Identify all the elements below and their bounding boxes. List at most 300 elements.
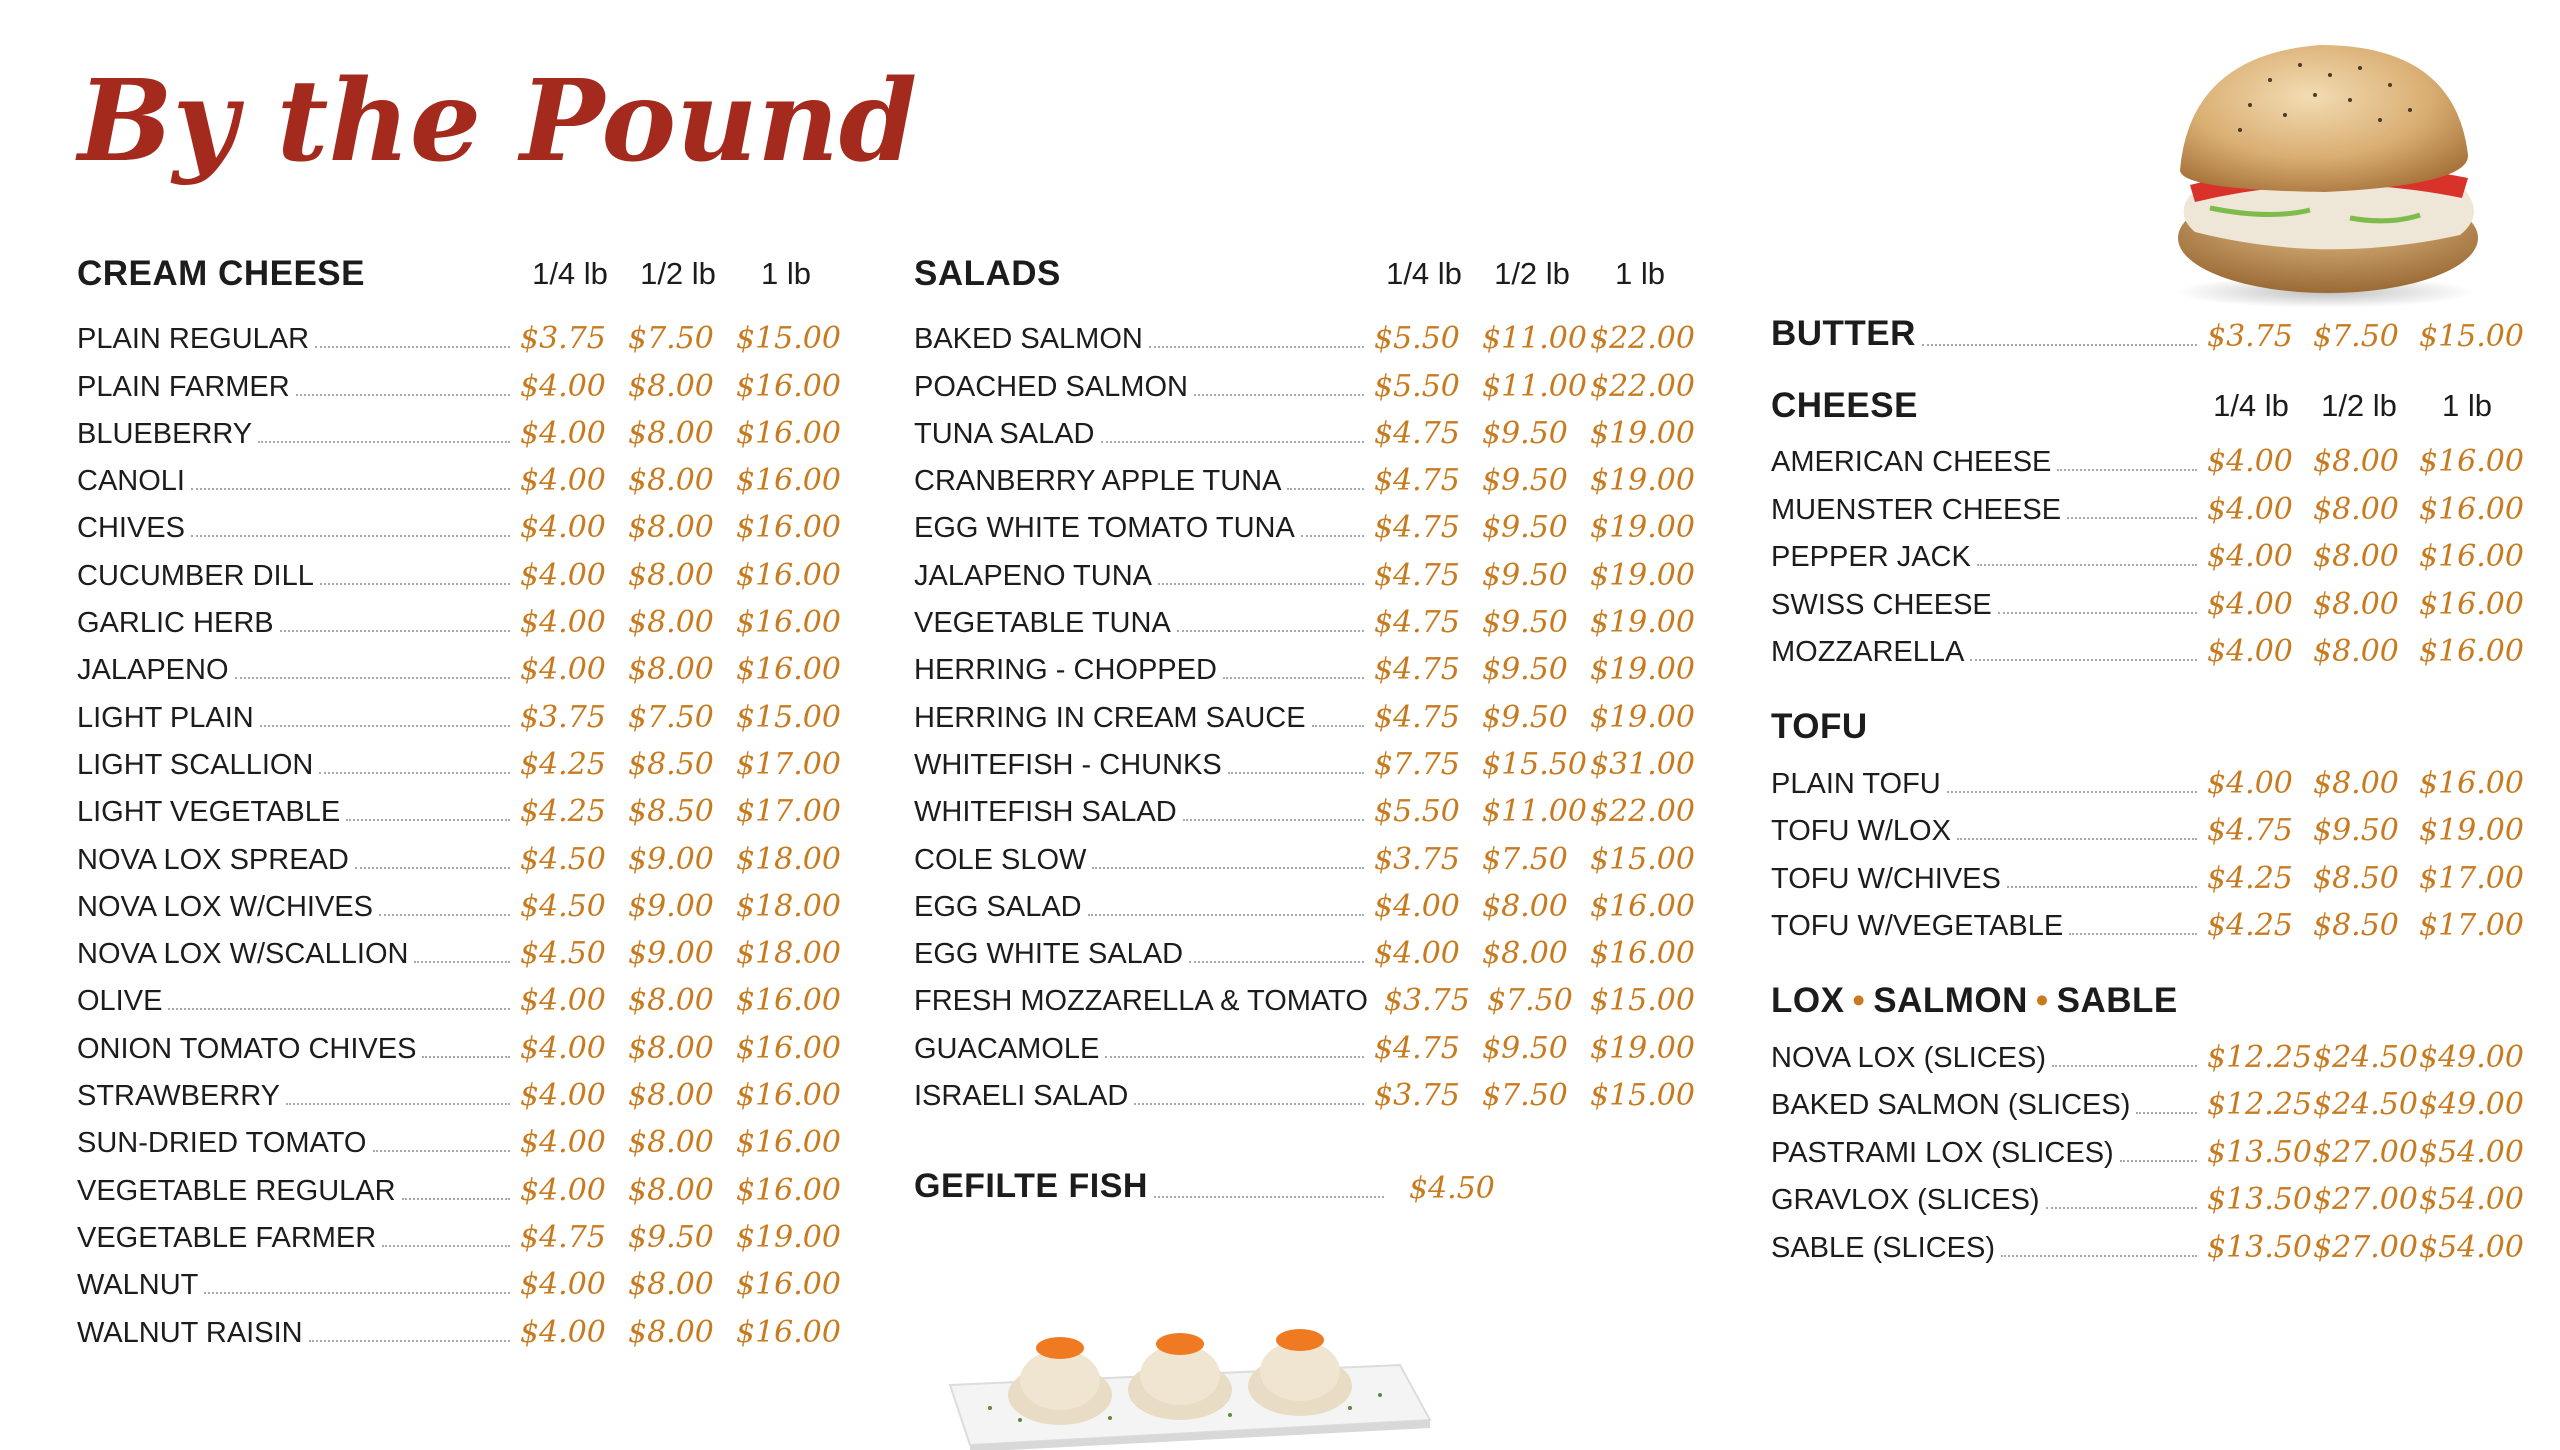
price-pound: $54.00	[2419, 1182, 2524, 1217]
menu-item-row	[914, 741, 1694, 788]
price-quarter: $4.50	[520, 841, 606, 877]
price-pound: $17.00	[736, 794, 841, 830]
price-quarter: $13.50	[2207, 1229, 2312, 1265]
menu-item-row	[1771, 438, 2524, 486]
menu-item-row	[77, 1308, 840, 1355]
price-half: $7.50	[1482, 1078, 1568, 1114]
menu-item-row	[77, 362, 840, 409]
tofu-list	[1771, 759, 2524, 949]
price-pound: $16.00	[736, 557, 841, 593]
price-quarter: $4.00	[520, 368, 606, 404]
price-pound: $31.00	[1590, 746, 1695, 782]
price-quarter: $3.75	[1374, 841, 1460, 877]
dot-leader	[1287, 488, 1364, 490]
item-name: WHITEFISH SALAD	[914, 796, 1177, 829]
price-pound: $54.00	[2419, 1134, 2524, 1170]
gefilte-fish-row	[914, 1165, 1694, 1212]
dot-leader	[1970, 659, 2197, 661]
dot-leader	[402, 1198, 510, 1200]
dot-leader	[280, 630, 510, 632]
price-half: $8.00	[628, 605, 714, 641]
cream-cheese-section	[77, 245, 840, 1356]
menu-item-row	[77, 646, 840, 693]
menu-item-row	[77, 883, 840, 930]
dot-leader	[2001, 1255, 2197, 1257]
price-pound: $22.00	[1590, 368, 1695, 404]
size-pound-label: 1 lb	[2442, 387, 2492, 423]
menu-item-row	[914, 930, 1694, 977]
price-half: $9.50	[1482, 510, 1568, 546]
price-quarter: $3.75	[520, 699, 606, 735]
price-pound: $19.00	[1590, 510, 1695, 546]
price-pound: $16.00	[736, 368, 841, 404]
price-pound: $16.00	[2419, 539, 2524, 574]
price-half: $8.00	[628, 1172, 714, 1208]
price-half: $7.50	[1482, 841, 1568, 877]
dot-leader	[1101, 441, 1365, 443]
price-half: $9.50	[1482, 605, 1568, 641]
dot-leader	[168, 1008, 510, 1010]
dot-leader	[191, 535, 510, 537]
page-title: By the Pound	[78, 56, 918, 187]
price-pound: $22.00	[1590, 794, 1695, 830]
item-name: MOZZARELLA	[1771, 636, 1965, 668]
dot-leader	[1957, 838, 2197, 840]
price-quarter: $7.75	[1374, 746, 1460, 782]
price-half: $11.00	[1482, 368, 1587, 404]
price-half: $9.00	[628, 841, 714, 877]
dot-leader	[286, 1103, 510, 1105]
dot-leader	[1177, 630, 1364, 632]
price-pound: $19.00	[1590, 557, 1695, 593]
right-column	[1771, 312, 2524, 1271]
price-quarter: $4.75	[520, 1219, 606, 1255]
cream-cheese-list	[77, 315, 840, 1356]
price-half: $9.50	[1482, 652, 1568, 688]
price-quarter: $4.00	[520, 415, 606, 451]
dot-leader	[355, 867, 510, 869]
price-quarter: $4.00	[520, 983, 606, 1019]
price-quarter: $4.00	[520, 605, 606, 641]
price-quarter: $4.00	[2207, 444, 2293, 479]
price-pound: $19.00	[1590, 699, 1695, 735]
dot-leader	[1312, 725, 1364, 727]
price-half: $9.50	[628, 1219, 714, 1255]
item-name: LIGHT SCALLION	[77, 748, 314, 781]
dot-leader	[379, 914, 510, 916]
dot-leader	[1154, 1196, 1384, 1198]
price-half: $8.00	[628, 415, 714, 451]
price-half: $15.50	[1482, 746, 1587, 782]
price-quarter: $4.00	[520, 1267, 606, 1303]
menu-item-row	[1771, 628, 2524, 676]
price-half: $27.00	[2313, 1229, 2418, 1265]
price-pound: $22.00	[1590, 321, 1695, 357]
dot-leader	[235, 677, 511, 679]
item-name: HERRING IN CREAM SAUCE	[914, 701, 1306, 734]
dot-leader	[260, 725, 510, 727]
item-name: WALNUT	[77, 1269, 199, 1302]
price-quarter: $4.50	[520, 888, 606, 924]
item-price: $4.50	[1408, 1171, 1495, 1207]
price-pound: $15.00	[1589, 983, 1695, 1019]
menu-item-row	[914, 410, 1694, 457]
item-name: POACHED SALMON	[914, 370, 1188, 403]
section-title: CHEESE	[1771, 385, 1918, 425]
section-title: CREAM CHEESE	[77, 254, 365, 293]
dot-leader	[1183, 819, 1364, 821]
price-pound: $16.00	[736, 605, 841, 641]
price-half: $8.00	[2313, 444, 2399, 479]
item-name: GARLIC HERB	[77, 607, 274, 640]
dot-leader	[414, 961, 510, 963]
price-quarter: $3.75	[520, 321, 606, 357]
item-name: STRAWBERRY	[77, 1080, 281, 1113]
dot-leader	[319, 772, 510, 774]
price-pound: $16.00	[736, 510, 841, 546]
menu-item-row	[77, 1261, 840, 1308]
price-quarter: $4.75	[1374, 699, 1460, 735]
price-pound: $19.00	[1590, 415, 1695, 451]
item-name: NOVA LOX W/CHIVES	[77, 890, 373, 923]
price-quarter: $3.75	[2207, 318, 2293, 354]
menu-item-row	[77, 504, 840, 551]
price-half: $8.00	[2313, 539, 2399, 574]
menu-item-row	[914, 1072, 1694, 1119]
menu-item-row	[914, 693, 1694, 740]
dot-leader	[2067, 517, 2197, 519]
price-half: $8.00	[628, 1030, 714, 1066]
price-half: $8.00	[2313, 586, 2399, 622]
dot-leader	[1189, 961, 1364, 963]
item-name: NOVA LOX (SLICES)	[1771, 1041, 2047, 1074]
price-quarter: $5.50	[1374, 794, 1460, 830]
dot-leader	[1998, 612, 2197, 614]
menu-item-row	[77, 410, 840, 457]
butter-row	[1771, 312, 2524, 360]
price-pound: $49.00	[2419, 1087, 2524, 1122]
price-half: $8.00	[2313, 765, 2399, 801]
item-name: TUNA SALAD	[914, 417, 1095, 450]
menu-item-row	[914, 599, 1694, 646]
size-quarter-label: 1/4 lb	[2213, 387, 2289, 423]
item-name: GRAVLOX (SLICES)	[1771, 1184, 2040, 1216]
menu-item-row	[914, 457, 1694, 504]
dot-leader	[296, 394, 510, 396]
menu-item-row	[914, 362, 1694, 409]
dot-leader	[2007, 886, 2197, 888]
menu-item-row	[914, 315, 1694, 362]
price-half: $11.00	[1482, 321, 1587, 357]
menu-item-row	[914, 788, 1694, 835]
price-half: $8.50	[628, 794, 714, 830]
section-title: TOFU	[1771, 707, 1868, 746]
price-half: $24.50	[2313, 1039, 2418, 1075]
menu-item-row	[77, 693, 840, 740]
lox-list	[1771, 1033, 2524, 1271]
price-quarter: $4.75	[1374, 557, 1460, 593]
price-pound: $16.00	[736, 983, 841, 1019]
dot-leader	[1194, 394, 1364, 396]
menu-item-row	[1771, 807, 2524, 855]
item-name: AMERICAN CHEESE	[1771, 446, 2052, 478]
dot-leader	[1228, 772, 1364, 774]
dot-leader	[1301, 535, 1364, 537]
gefilte-fish-image	[930, 1290, 1440, 1450]
price-pound: $19.00	[2419, 813, 2524, 848]
dot-leader	[2069, 933, 2197, 935]
price-quarter: $4.75	[2207, 813, 2293, 848]
price-quarter: $4.00	[520, 1078, 606, 1114]
price-pound: $16.00	[736, 652, 841, 688]
menu-item-row	[1771, 1128, 2524, 1176]
price-quarter: $4.25	[2207, 908, 2293, 943]
price-pound: $54.00	[2419, 1229, 2524, 1265]
menu-item-row	[1771, 1033, 2524, 1081]
menu-item-row	[914, 1024, 1694, 1071]
price-quarter: $4.00	[520, 463, 606, 499]
price-pound: $16.00	[2419, 634, 2524, 669]
heading-separator: •	[2035, 981, 2049, 1020]
price-quarter: $4.00	[520, 1172, 606, 1208]
salads-section	[914, 245, 1694, 1212]
price-half: $8.00	[628, 557, 714, 593]
price-pound: $16.00	[2419, 491, 2524, 527]
item-name: CANOLI	[77, 465, 185, 498]
menu-item-row	[1771, 1223, 2524, 1271]
menu-item-row	[77, 1119, 840, 1166]
price-quarter: $4.00	[520, 1030, 606, 1066]
price-half: $8.00	[1482, 936, 1568, 972]
cheese-list	[1771, 438, 2524, 676]
price-half: $8.00	[628, 1314, 714, 1350]
price-half: $24.50	[2313, 1087, 2418, 1122]
dot-leader	[1092, 867, 1364, 869]
menu-item-row	[77, 788, 840, 835]
price-pound: $18.00	[736, 936, 841, 972]
menu-item-row	[77, 599, 840, 646]
dot-leader	[346, 819, 510, 821]
price-pound: $16.00	[2419, 444, 2524, 479]
menu-item-row	[77, 835, 840, 882]
price-quarter: $4.75	[1374, 605, 1460, 641]
item-name: VEGETABLE REGULAR	[77, 1174, 396, 1207]
menu-item-row	[77, 315, 840, 362]
dot-leader	[309, 1340, 510, 1342]
lox-header	[1771, 973, 2521, 1029]
item-name: JALAPENO TUNA	[914, 559, 1152, 592]
size-quarter-label: 1/4 lb	[1386, 256, 1462, 291]
price-quarter: $4.00	[1374, 936, 1460, 972]
price-quarter: $4.25	[520, 794, 606, 830]
price-half: $7.50	[628, 699, 714, 735]
item-name: VEGETABLE TUNA	[914, 607, 1171, 640]
price-quarter: $13.50	[2207, 1182, 2312, 1217]
menu-item-row	[1771, 1176, 2524, 1224]
price-half: $8.00	[628, 983, 714, 1019]
price-half: $27.00	[2313, 1182, 2418, 1217]
menu-item-row	[914, 646, 1694, 693]
menu-item-row	[1771, 902, 2524, 950]
menu-item-row	[77, 741, 840, 788]
price-pound: $15.00	[736, 699, 841, 735]
price-pound: $16.00	[736, 1314, 841, 1350]
item-name: OLIVE	[77, 985, 163, 1018]
size-quarter-label: 1/4 lb	[532, 256, 608, 291]
price-half: $8.00	[628, 1125, 714, 1161]
menu-item-row	[1771, 759, 2524, 807]
bagel-sandwich-image	[2150, 20, 2500, 310]
item-name: PLAIN FARMER	[77, 370, 290, 403]
dot-leader	[1149, 346, 1364, 348]
lox-heading-part: LOX	[1771, 981, 1845, 1020]
dot-leader	[382, 1245, 510, 1247]
item-name: ONION TOMATO CHIVES	[77, 1032, 417, 1065]
price-pound: $16.00	[1590, 888, 1695, 924]
dot-leader	[2057, 469, 2197, 471]
item-name: SWISS CHEESE	[1771, 588, 1992, 621]
menu-item-row	[77, 1166, 840, 1213]
price-half: $8.00	[1482, 888, 1568, 924]
menu-item-row	[77, 1214, 840, 1261]
tofu-header	[1771, 699, 2521, 755]
price-half: $9.50	[1482, 1030, 1568, 1066]
price-half: $7.50	[2313, 318, 2399, 354]
item-name: NOVA LOX SPREAD	[77, 843, 349, 876]
dot-leader	[2046, 1207, 2197, 1209]
dot-leader	[1977, 564, 2197, 566]
dot-leader	[1223, 677, 1364, 679]
salmon-heading-part: SALMON	[1873, 981, 2028, 1020]
heading-separator: •	[1852, 981, 1866, 1020]
menu-item-row	[1771, 533, 2524, 581]
menu-item-row	[77, 551, 840, 598]
dot-leader	[1922, 344, 2197, 346]
price-half: $8.00	[628, 652, 714, 688]
price-half: $9.50	[1482, 415, 1568, 451]
dot-leader	[373, 1150, 511, 1152]
price-half: $8.50	[2313, 908, 2399, 943]
item-name: BLUEBERRY	[77, 417, 253, 450]
item-name: FRESH MOZZARELLA & TOMATO	[914, 985, 1368, 1018]
price-pound: $18.00	[736, 888, 841, 924]
price-quarter: $4.00	[2207, 765, 2293, 801]
price-half: $8.00	[628, 1078, 714, 1114]
price-half: $9.00	[628, 936, 714, 972]
menu-item-row	[77, 930, 840, 977]
price-quarter: $12.25	[2207, 1039, 2312, 1075]
menu-item-row	[1771, 580, 2524, 628]
item-name: ISRAELI SALAD	[914, 1080, 1129, 1113]
price-pound: $17.00	[736, 746, 841, 782]
menu-item-row	[77, 1072, 840, 1119]
item-name: EGG WHITE SALAD	[914, 938, 1184, 971]
price-pound: $15.00	[1590, 1078, 1695, 1114]
price-half: $8.00	[628, 463, 714, 499]
size-half-label: 1/2 lb	[640, 256, 716, 291]
price-pound: $16.00	[736, 1267, 841, 1303]
cheese-header	[1771, 378, 2521, 434]
menu-item-row	[77, 457, 840, 504]
price-quarter: $4.00	[520, 1314, 606, 1350]
price-pound: $19.00	[1590, 463, 1695, 499]
item-name: CHIVES	[77, 512, 185, 545]
size-pound-label: 1 lb	[1615, 256, 1665, 291]
item-name: WHITEFISH - CHUNKS	[914, 748, 1222, 781]
price-quarter: $4.75	[1374, 510, 1460, 546]
price-pound: $19.00	[1590, 1030, 1695, 1066]
dot-leader	[1158, 583, 1364, 585]
price-quarter: $3.75	[1383, 983, 1470, 1019]
dot-leader	[2136, 1112, 2197, 1114]
price-pound: $19.00	[1590, 605, 1695, 641]
price-quarter: $4.00	[520, 652, 606, 688]
price-pound: $15.00	[736, 321, 841, 357]
price-quarter: $4.00	[2207, 586, 2293, 622]
sable-heading-part: SABLE	[2056, 981, 2178, 1020]
salads-header	[914, 245, 1694, 303]
price-quarter: $4.75	[1374, 463, 1460, 499]
price-pound: $16.00	[1590, 936, 1695, 972]
price-quarter: $5.50	[1374, 321, 1460, 357]
menu-item-row	[1771, 1081, 2524, 1129]
price-pound: $49.00	[2419, 1039, 2524, 1075]
price-quarter: $4.50	[520, 936, 606, 972]
dot-leader	[315, 346, 510, 348]
item-name: GEFILTE FISH	[914, 1167, 1148, 1206]
item-name: PASTRAMI LOX (SLICES)	[1771, 1136, 2114, 1169]
section-title	[1771, 981, 2521, 1021]
price-half: $27.00	[2313, 1134, 2418, 1170]
price-quarter: $4.00	[1374, 888, 1460, 924]
price-quarter: $4.00	[2207, 539, 2293, 574]
item-name: BAKED SALMON	[914, 323, 1143, 356]
dot-leader	[320, 583, 510, 585]
menu-item-row	[77, 1024, 840, 1071]
price-half: $7.50	[1486, 983, 1573, 1019]
item-name: TOFU W/CHIVES	[1771, 862, 2001, 895]
item-name: LIGHT VEGETABLE	[77, 796, 341, 829]
price-pound: $16.00	[736, 1078, 841, 1114]
item-name: PLAIN TOFU	[1771, 767, 1941, 800]
price-quarter: $5.50	[1374, 368, 1460, 404]
price-quarter: $4.75	[1374, 1030, 1460, 1066]
price-quarter: $3.75	[1374, 1078, 1460, 1114]
price-half: $9.50	[2313, 813, 2399, 848]
price-quarter: $4.75	[1374, 652, 1460, 688]
price-pound: $16.00	[2419, 586, 2524, 622]
price-half: $8.00	[2313, 634, 2399, 669]
price-pound: $16.00	[736, 1172, 841, 1208]
price-pound: $17.00	[2419, 860, 2524, 896]
size-half-label: 1/2 lb	[2321, 387, 2397, 423]
item-name: PEPPER JACK	[1771, 541, 1971, 573]
price-half: $8.00	[628, 1267, 714, 1303]
dot-leader	[191, 488, 510, 490]
dot-leader	[1088, 914, 1364, 916]
price-quarter: $4.00	[520, 510, 606, 546]
item-name: LIGHT PLAIN	[77, 701, 254, 734]
dot-leader	[258, 441, 510, 443]
item-name: NOVA LOX W/SCALLION	[77, 938, 409, 971]
cream-cheese-header	[77, 245, 840, 303]
item-name: PLAIN REGULAR	[77, 323, 310, 356]
item-name: WALNUT RAISIN	[77, 1316, 303, 1349]
item-name: EGG SALAD	[914, 890, 1082, 923]
price-half: $8.00	[628, 368, 714, 404]
item-name: EGG WHITE TOMATO TUNA	[914, 512, 1295, 545]
dot-leader	[1105, 1056, 1364, 1058]
